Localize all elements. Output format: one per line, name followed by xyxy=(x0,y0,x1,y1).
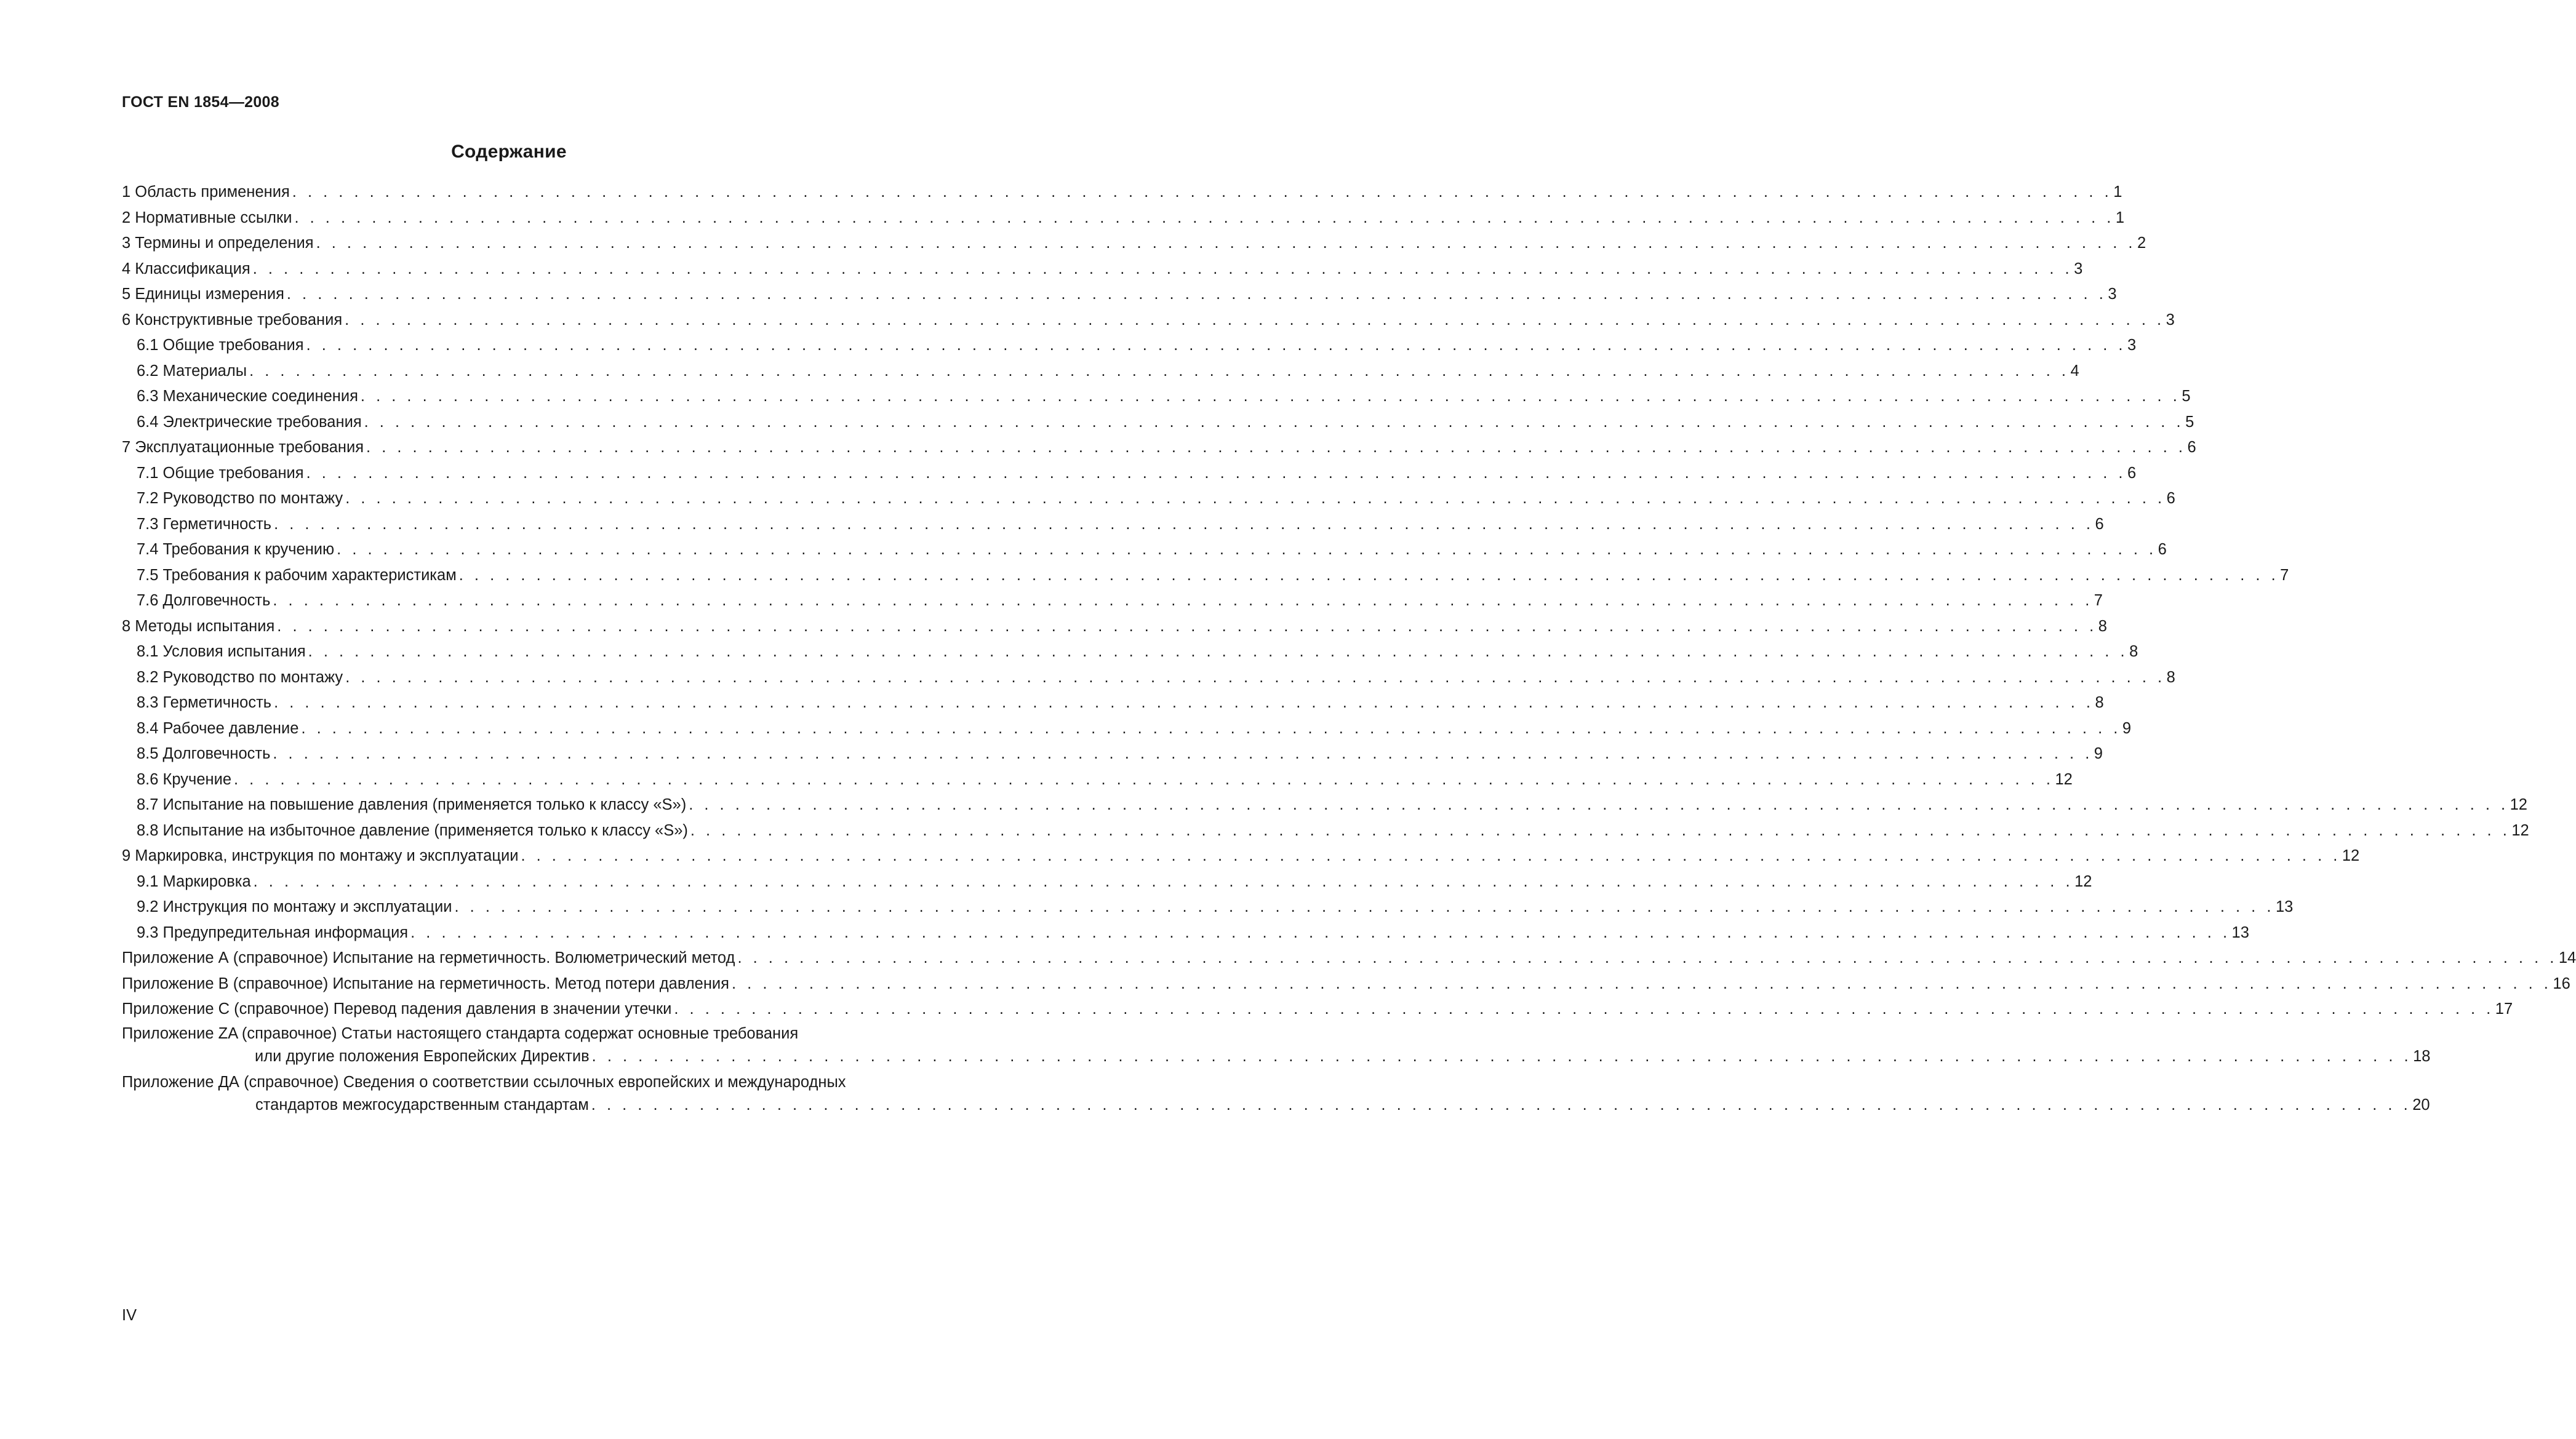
toc-subentry[interactable] xyxy=(122,588,2103,614)
toc-entry-label: Приложение С (справочное) Перевод падения давления в значении утечки xyxy=(122,997,674,1022)
toc-title: Содержание xyxy=(451,142,567,162)
toc-entry-label: Приложение А (справочное) Испытание на герметичность. Волюметрический метод xyxy=(122,946,737,971)
toc-entry-page: 1 xyxy=(2113,183,2122,201)
toc-leader: . . . . . . . . . . . . . . . . . . . . . . . . . . . . . . . . . . . . . . . . . . . . . . . . . . . . . . . . . . . . . . . . . . . . . . . . . . . . . . . . . . . . . . . . . . . . . . . . . . . . . . . . . . . . . . . . . . . . . . xyxy=(364,413,2185,431)
toc-subentry[interactable] xyxy=(122,665,2175,691)
toc-leader: . . . . . . . . . . . . . . . . . . . . . . . . . . . . . . . . . . . . . . . . . . . . . . . . . . . . . . . . . . . . . . . . . . . . . . . . . . . . . . . . . . . . . . . . . . . . . . . . . . . . . . . . . . . . . . . . . . . . . . xyxy=(273,592,2093,609)
toc-leader: . . . . . . . . . . . . . . . . . . . . . . . . . . . . . . . . . . . . . . . . . . . . . . . . . . . . . . . . . . . . . . . . . . . . . . . . . . . . . . . . . . . . . . . . . . . . . . . . . . . . . . . . . . . . . . . . . . . . . . xyxy=(234,770,2054,788)
toc-entry-label: 6.3 Механические соединения xyxy=(137,384,361,410)
toc-entry-page: 3 xyxy=(2108,285,2117,303)
toc-entry-label: 9.3 Предупредительная информация xyxy=(137,920,410,946)
toc-entry-page: 8 xyxy=(2166,668,2175,686)
toc-entry-page: 18 xyxy=(2413,1048,2431,1065)
toc-entry-label: 5 Единицы измерения xyxy=(122,282,287,308)
toc-entry-label: 9.2 Инструкция по монтажу и эксплуатации xyxy=(137,895,455,920)
toc-entry-page: 12 xyxy=(2510,796,2527,813)
toc-entry-label: 1 Область применения xyxy=(122,180,292,205)
toc-subentry[interactable] xyxy=(122,920,2249,946)
toc-leader: . . . . . . . . . . . . . . . . . . . . . . . . . . . . . . . . . . . . . . . . . . . . . . . . . . . . . . . . . . . . . . . . . . . . . . . . . . . . . . . . . . . . . . . . . . . . . . . . . . . . . . . . . . . . . . . . . . . . . . xyxy=(591,1096,2412,1114)
toc-entry-page: 6 xyxy=(2158,541,2167,558)
toc-entry[interactable] xyxy=(122,971,2570,997)
toc-entry-label: 8.4 Рабочее давление xyxy=(137,716,301,742)
toc-entry[interactable] xyxy=(122,231,2146,257)
toc-entry-label: 7.1 Общие требования xyxy=(137,461,306,487)
toc-subentry[interactable] xyxy=(122,716,2132,742)
toc-entry-page: 12 xyxy=(2342,847,2360,864)
toc-entry[interactable] xyxy=(122,997,2513,1022)
toc-subentry[interactable] xyxy=(122,410,2194,436)
toc-entry-page: 3 xyxy=(2074,260,2083,277)
toc-entry-annex-da[interactable] xyxy=(122,1071,2430,1120)
toc-leader: . . . . . . . . . . . . . . . . . . . . . . . . . . . . . . . . . . . . . . . . . . . . . . . . . . . . . . . . . . . . . . . . . . . . . . . . . . . . . . . . . . . . . . . . . . . . . . . . . . . . . . . . . . . . . . . . . . . . . . xyxy=(308,643,2129,660)
toc-subentry[interactable] xyxy=(122,818,2529,844)
toc-leader: . . . . . . . . . . . . . . . . . . . . . . . . . . . . . . . . . . . . . . . . . . . . . . . . . . . . . . . . . . . . . . . . . . . . . . . . . . . . . . . . . . . . . . . . . . . . . . . . . . . . . . . . . . . . . . . . . . . . . . xyxy=(737,949,2558,967)
toc-entry-page: 20 xyxy=(2412,1096,2430,1114)
toc-entry-label: 8.2 Руководство по монтажу xyxy=(137,665,345,691)
toc-entry-label: 8.6 Кручение xyxy=(137,767,234,793)
toc-entry-label: 8 Методы испытания xyxy=(122,614,277,640)
toc-subentry[interactable] xyxy=(122,895,2294,920)
toc-leader: . . . . . . . . . . . . . . . . . . . . . . . . . . . . . . . . . . . . . . . . . . . . . . . . . . . . . . . . . . . . . . . . . . . . . . . . . . . . . . . . . . . . . . . . . . . . . . . . . . . . . . . . . . . . . . . . . . . . . . xyxy=(360,388,2181,405)
toc-entry-label: 7.2 Руководство по монтажу xyxy=(137,486,345,512)
toc-subentry[interactable] xyxy=(122,690,2104,716)
toc-entry-page: 12 xyxy=(2074,872,2092,890)
toc-leader: . . . . . . . . . . . . . . . . . . . . . . . . . . . . . . . . . . . . . . . . . . . . . . . . . . . . . . . . . . . . . . . . . . . . . . . . . . . . . . . . . . . . . . . . . . . . . . . . . . . . . . . . . . . . . . . . . . . . . . xyxy=(521,847,2341,864)
toc-entry-label: 8.1 Условия испытания xyxy=(137,639,308,665)
toc-entry-page: 5 xyxy=(2185,413,2194,431)
page-number: IV xyxy=(122,1307,137,1324)
toc-entry-page: 9 xyxy=(2094,745,2103,762)
toc-entry[interactable] xyxy=(122,843,2360,869)
toc-entry-label: 4 Классификация xyxy=(122,257,253,282)
toc-entry-label: 6.2 Материалы xyxy=(137,359,249,385)
toc-entry-label: 9.1 Маркировка xyxy=(137,869,254,895)
toc-leader: . . . . . . . . . . . . . . . . . . . . . . . . . . . . . . . . . . . . . . . . . . . . . . . . . . . . . . . . . . . . . . . . . . . . . . . . . . . . . . . . . . . . . . . . . . . . . . . . . . . . . . . . . . . . . . . . . . . . . . xyxy=(274,694,2094,711)
toc-entry-page: 3 xyxy=(2127,337,2137,354)
toc-entry-page: 12 xyxy=(2511,821,2529,839)
toc-entry[interactable] xyxy=(122,308,2175,333)
toc-leader: . . . . . . . . . . . . . . . . . . . . . . . . . . . . . . . . . . . . . . . . . . . . . . . . . . . . . . . . . . . . . . . . . . . . . . . . . . . . . . . . . . . . . . . . . . . . . . . . . . . . . . . . . . . . . . . . . . . . . . xyxy=(252,260,2073,277)
toc-leader: . . . . . . . . . . . . . . . . . . . . . . . . . . . . . . . . . . . . . . . . . . . . . . . . . . . . . . . . . . . . . . . . . . . . . . . . . . . . . . . . . . . . . . . . . . . . . . . . . . . . . . . . . . . . . . . . . . . . . . xyxy=(253,872,2074,890)
toc-entry[interactable] xyxy=(122,435,2196,461)
toc-entry-page: 14 xyxy=(2558,949,2576,967)
toc-entry-label: 9 Маркировка, инструкция по монтажу и эксплуатации xyxy=(122,843,521,869)
toc-subentry[interactable] xyxy=(122,741,2103,767)
toc-entry-label: 6 Конструктивные требования xyxy=(122,308,345,333)
toc-entry-label: 7 Эксплуатационные требования xyxy=(122,435,366,461)
toc-subentry[interactable] xyxy=(122,333,2137,359)
toc-leader: . . . . . . . . . . . . . . . . . . . . . . . . . . . . . . . . . . . . . . . . . . . . . . . . . . . . . . . . . . . . . . . . . . . . . . . . . . . . . . . . . . . . . . . . . . . . . . . . . . . . . . . . . . . . . . . . . . . . . . xyxy=(345,311,2165,329)
toc-entry-label: 3 Термины и определения xyxy=(122,231,316,257)
toc-entry[interactable] xyxy=(122,282,2117,308)
toc-entry[interactable] xyxy=(122,946,2576,971)
toc-entry[interactable] xyxy=(122,614,2107,640)
toc-entry-page: 9 xyxy=(2122,719,2132,737)
toc-entry-page: 6 xyxy=(2127,464,2137,482)
toc-leader: . . . . . . . . . . . . . . . . . . . . . . . . . . . . . . . . . . . . . . . . . . . . . . . . . . . . . . . . . . . . . . . . . . . . . . . . . . . . . . . . . . . . . . . . . . . . . . . . . . . . . . . . . . . . . . . . . . . . . . xyxy=(301,719,2121,737)
toc-leader: . . . . . . . . . . . . . . . . . . . . . . . . . . . . . . . . . . . . . . . . . . . . . . . . . . . . . . . . . . . . . . . . . . . . . . . . . . . . . . . . . . . . . . . . . . . . . . . . . . . . . . . . . . . . . . . . . . . . . . xyxy=(591,1048,2412,1065)
toc-entry-label: 8.8 Испытание на избыточное давление (применяется только к классу «S») xyxy=(137,818,690,844)
toc-entry-page: 7 xyxy=(2280,566,2289,584)
toc-entry-label: Приложение ZA (справочное) Статьи настоящего стандарта содержат основные требования xyxy=(122,1022,801,1046)
toc-leader: . . . . . . . . . . . . . . . . . . . . . . . . . . . . . . . . . . . . . . . . . . . . . . . . . . . . . . . . . . . . . . . . . . . . . . . . . . . . . . . . . . . . . . . . . . . . . . . . . . . . . . . . . . . . . . . . . . . . . . xyxy=(249,362,2070,380)
toc-leader: . . . . . . . . . . . . . . . . . . . . . . . . . . . . . . . . . . . . . . . . . . . . . . . . . . . . . . . . . . . . . . . . . . . . . . . . . . . . . . . . . . . . . . . . . . . . . . . . . . . . . . . . . . . . . . . . . . . . . . xyxy=(292,183,2113,201)
toc-leader: . . . . . . . . . . . . . . . . . . . . . . . . . . . . . . . . . . . . . . . . . . . . . . . . . . . . . . . . . . . . . . . . . . . . . . . . . . . . . . . . . . . . . . . . . . . . . . . . . . . . . . . . . . . . . . . . . . . . . . xyxy=(410,923,2231,941)
toc-leader: . . . . . . . . . . . . . . . . . . . . . . . . . . . . . . . . . . . . . . . . . . . . . . . . . . . . . . . . . . . . . . . . . . . . . . . . . . . . . . . . . . . . . . . . . . . . . . . . . . . . . . . . . . . . . . . . . . . . . . xyxy=(316,234,2136,252)
toc-entry-label-continuation: стандартов межгосударственным стандартам xyxy=(255,1094,591,1117)
toc-entry-label: Приложение ДА (справочное) Сведения о соответствии ссылочных европейских и международных xyxy=(122,1071,849,1094)
toc-entry[interactable] xyxy=(122,205,2125,231)
toc-leader: . . . . . . . . . . . . . . . . . . . . . . . . . . . . . . . . . . . . . . . . . . . . . . . . . . . . . . . . . . . . . . . . . . . . . . . . . . . . . . . . . . . . . . . . . . . . . . . . . . . . . . . . . . . . . . . . . . . . . . xyxy=(366,439,2186,456)
toc-entry-page: 3 xyxy=(2166,311,2175,329)
toc-entry-page: 17 xyxy=(2495,1000,2513,1018)
table-of-contents xyxy=(122,180,2576,1120)
toc-entry-page: 8 xyxy=(2129,643,2138,660)
toc-subentry[interactable] xyxy=(122,869,2092,895)
toc-leader: . . . . . . . . . . . . . . . . . . . . . . . . . . . . . . . . . . . . . . . . . . . . . . . . . . . . . . . . . . . . . . . . . . . . . . . . . . . . . . . . . . . . . . . . . . . . . . . . . . . . . . . . . . . . . . . . . . . . . . xyxy=(273,745,2093,762)
toc-entry-annex-za[interactable] xyxy=(122,1022,2431,1071)
toc-subentry[interactable] xyxy=(122,359,2079,385)
toc-entry-label: 6.4 Электрические требования xyxy=(137,410,364,436)
toc-subentry[interactable] xyxy=(122,384,2191,410)
toc-leader: . . . . . . . . . . . . . . . . . . . . . . . . . . . . . . . . . . . . . . . . . . . . . . . . . . . . . . . . . . . . . . . . . . . . . . . . . . . . . . . . . . . . . . . . . . . . . . . . . . . . . . . . . . . . . . . . . . . . . . xyxy=(294,209,2114,226)
toc-entry-page: 8 xyxy=(2095,694,2104,711)
toc-entry-page: 6 xyxy=(2187,439,2196,456)
toc-entry-page: 13 xyxy=(2231,923,2249,941)
toc-entry-label: 2 Нормативные ссылки xyxy=(122,205,294,231)
toc-subentry[interactable] xyxy=(122,639,2138,665)
toc-entry[interactable] xyxy=(122,257,2083,282)
toc-entry-page: 4 xyxy=(2070,362,2079,380)
toc-leader: . . . . . . . . . . . . . . . . . . . . . . . . . . . . . . . . . . . . . . . . . . . . . . . . . . . . . . . . . . . . . . . . . . . . . . . . . . . . . . . . . . . . . . . . . . . . . . . . . . . . . . . . . . . . . . . . . . . . . . xyxy=(345,668,2166,686)
toc-entry-page: 7 xyxy=(2094,592,2103,609)
toc-entry-page: 5 xyxy=(2182,388,2191,405)
toc-leader: . . . . . . . . . . . . . . . . . . . . . . . . . . . . . . . . . . . . . . . . . . . . . . . . . . . . . . . . . . . . . . . . . . . . . . . . . . . . . . . . . . . . . . . . . . . . . . . . . . . . . . . . . . . . . . . . . . . . . . xyxy=(286,285,2107,303)
toc-subentry[interactable] xyxy=(122,792,2527,818)
toc-leader: . . . . . . . . . . . . . . . . . . . . . . . . . . . . . . . . . . . . . . . . . . . . . . . . . . . . . . . . . . . . . . . . . . . . . . . . . . . . . . . . . . . . . . . . . . . . . . . . . . . . . . . . . . . . . . . . . . . . . . xyxy=(689,796,2509,813)
toc-entry-page: 13 xyxy=(2275,898,2294,915)
toc-entry-label: 7.5 Требования к рабочим характеристикам xyxy=(137,563,459,589)
toc-entry-page: 12 xyxy=(2055,770,2073,788)
toc-entry-label: 7.4 Требования к кручению xyxy=(137,537,337,563)
toc-entry-label: 8.3 Герметичность xyxy=(137,690,274,716)
toc-entry-label: Приложение В (справочное) Испытание на герметичность. Метод потери давления xyxy=(122,971,732,997)
toc-leader: . . . . . . . . . . . . . . . . . . . . . . . . . . . . . . . . . . . . . . . . . . . . . . . . . . . . . . . . . . . . . . . . . . . . . . . . . . . . . . . . . . . . . . . . . . . . . . . . . . . . . . . . . . . . . . . . . . . . . . xyxy=(274,515,2094,533)
toc-entry-label: 7.3 Герметичность xyxy=(137,512,274,538)
toc-subentry[interactable] xyxy=(122,461,2137,487)
toc-entry-label: 6.1 Общие требования xyxy=(137,333,306,359)
toc-leader: . . . . . . . . . . . . . . . . . . . . . . . . . . . . . . . . . . . . . . . . . . . . . . . . . . . . . . . . . . . . . . . . . . . . . . . . . . . . . . . . . . . . . . . . . . . . . . . . . . . . . . . . . . . . . . . . . . . . . . xyxy=(454,898,2274,915)
toc-leader: . . . . . . . . . . . . . . . . . . . . . . . . . . . . . . . . . . . . . . . . . . . . . . . . . . . . . . . . . . . . . . . . . . . . . . . . . . . . . . . . . . . . . . . . . . . . . . . . . . . . . . . . . . . . . . . . . . . . . . xyxy=(277,617,2097,635)
toc-leader: . . . . . . . . . . . . . . . . . . . . . . . . . . . . . . . . . . . . . . . . . . . . . . . . . . . . . . . . . . . . . . . . . . . . . . . . . . . . . . . . . . . . . . . . . . . . . . . . . . . . . . . . . . . . . . . . . . . . . . xyxy=(345,490,2166,507)
toc-entry-page: 6 xyxy=(2166,490,2175,507)
toc-entry-page: 16 xyxy=(2553,975,2570,992)
toc-leader: . . . . . . . . . . . . . . . . . . . . . . . . . . . . . . . . . . . . . . . . . . . . . . . . . . . . . . . . . . . . . . . . . . . . . . . . . . . . . . . . . . . . . . . . . . . . . . . . . . . . . . . . . . . . . . . . . . . . . . xyxy=(458,566,2279,584)
toc-entry[interactable] xyxy=(122,180,2122,205)
toc-leader: . . . . . . . . . . . . . . . . . . . . . . . . . . . . . . . . . . . . . . . . . . . . . . . . . . . . . . . . . . . . . . . . . . . . . . . . . . . . . . . . . . . . . . . . . . . . . . . . . . . . . . . . . . . . . . . . . . . . . . xyxy=(306,337,2127,354)
toc-entry-label-continuation: или другие положения Европейских Директив xyxy=(255,1045,592,1069)
toc-entry-label: 8.5 Долговечность xyxy=(137,741,273,767)
toc-leader: . . . . . . . . . . . . . . . . . . . . . . . . . . . . . . . . . . . . . . . . . . . . . . . . . . . . . . . . . . . . . . . . . . . . . . . . . . . . . . . . . . . . . . . . . . . . . . . . . . . . . . . . . . . . . . . . . . . . . . xyxy=(690,821,2511,839)
toc-entry-page: 2 xyxy=(2137,234,2146,252)
toc-subentry[interactable] xyxy=(122,512,2104,538)
toc-subentry[interactable] xyxy=(122,537,2167,563)
toc-entry-page: 1 xyxy=(2115,209,2125,226)
toc-subentry[interactable] xyxy=(122,767,2073,793)
toc-leader: . . . . . . . . . . . . . . . . . . . . . . . . . . . . . . . . . . . . . . . . . . . . . . . . . . . . . . . . . . . . . . . . . . . . . . . . . . . . . . . . . . . . . . . . . . . . . . . . . . . . . . . . . . . . . . . . . . . . . . xyxy=(306,464,2127,482)
toc-subentry[interactable] xyxy=(122,563,2289,589)
document-code: ГОСТ EN 1854—2008 xyxy=(122,94,279,111)
toc-leader: . . . . . . . . . . . . . . . . . . . . . . . . . . . . . . . . . . . . . . . . . . . . . . . . . . . . . . . . . . . . . . . . . . . . . . . . . . . . . . . . . . . . . . . . . . . . . . . . . . . . . . . . . . . . . . . . . . . . . . xyxy=(674,1000,2494,1018)
toc-subentry[interactable] xyxy=(122,486,2175,512)
toc-entry-label: 7.6 Долговечность xyxy=(137,588,273,614)
toc-entry-page: 6 xyxy=(2095,515,2104,533)
toc-leader: . . . . . . . . . . . . . . . . . . . . . . . . . . . . . . . . . . . . . . . . . . . . . . . . . . . . . . . . . . . . . . . . . . . . . . . . . . . . . . . . . . . . . . . . . . . . . . . . . . . . . . . . . . . . . . . . . . . . . . xyxy=(731,975,2552,992)
toc-leader: . . . . . . . . . . . . . . . . . . . . . . . . . . . . . . . . . . . . . . . . . . . . . . . . . . . . . . . . . . . . . . . . . . . . . . . . . . . . . . . . . . . . . . . . . . . . . . . . . . . . . . . . . . . . . . . . . . . . . . xyxy=(337,541,2157,558)
toc-entry-label: 8.7 Испытание на повышение давления (применяется только к классу «S») xyxy=(137,792,689,818)
toc-entry-page: 8 xyxy=(2098,617,2107,635)
